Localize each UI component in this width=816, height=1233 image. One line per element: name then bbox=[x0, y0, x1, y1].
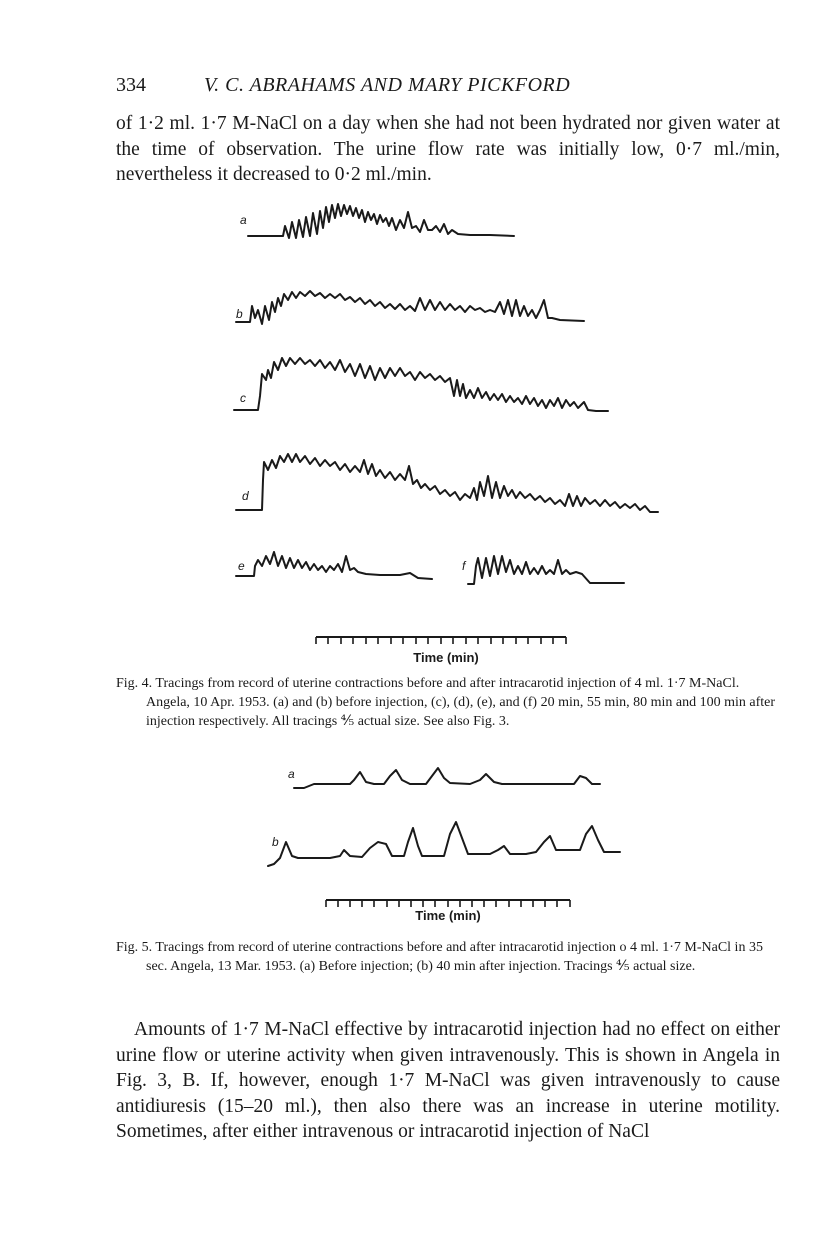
fig5-trace-a bbox=[294, 768, 600, 788]
fig5-time-ticks bbox=[326, 900, 570, 907]
fig4-trace-label-f: f bbox=[462, 559, 466, 573]
fig4-trace-d bbox=[236, 454, 658, 512]
fig4-trace-label-d: d bbox=[242, 489, 249, 503]
fig5-time-label: Time (min) bbox=[415, 908, 481, 923]
fig4-trace-c bbox=[234, 358, 608, 411]
fig5-caption bbox=[116, 938, 780, 976]
page-number: 334 bbox=[116, 74, 146, 96]
fig5-trace-label-b: b bbox=[272, 835, 279, 849]
fig4-trace-label-c: c bbox=[240, 391, 246, 405]
fig4-trace-b bbox=[236, 291, 584, 324]
fig4-time-label: Time (min) bbox=[413, 650, 479, 665]
figure-4 bbox=[234, 204, 658, 665]
fig4-trace-e bbox=[236, 552, 432, 579]
figure-5 bbox=[268, 767, 620, 923]
fig4-caption-text: Fig. 4. Tracings from record of uterine contractions before and after intracarotid injection of 4 ml. 1·7 M-NaCl. Angela, 10 Apr. 1953. (a) and (b) before injection, (c), (d), (e), and (f) 20 min, 55 min, 80 min and 100 min after injection respectively. All tracings ⅘ actual size. See also Fig. 3. bbox=[116, 676, 776, 729]
fig4-trace-a bbox=[248, 204, 514, 238]
fig4-trace-label-b: b bbox=[236, 307, 243, 321]
fig5-trace-label-a: a bbox=[288, 767, 295, 781]
fig4-time-ticks bbox=[316, 637, 566, 644]
fig5-trace-b bbox=[268, 822, 620, 866]
fig4-trace-f bbox=[468, 556, 624, 584]
paragraph-top: of 1·2 ml. 1·7 M-NaCl on a day when she had not been hydrated nor given water at the time of observation. The urine flow rate was initially low, 0·7 ml./min, nevertheless it decreased to 0·2 ml./min. bbox=[116, 113, 780, 185]
fig4-trace-label-e: e bbox=[238, 559, 245, 573]
fig4-trace-label-a: a bbox=[240, 213, 247, 227]
paragraph-bottom: Amounts of 1·7 M-NaCl effective by intracarotid injection had no effect on either urine flow or uterine activity when given intravenously. This is shown in Angela in Fig. 3, B. If, however, enough 1·7 M-NaCl was given intravenously to cause antidiuresis (15–20 ml.), then also there was an increase in uterine motility. Sometimes, after either intravenous or intracarotid injection of NaCl bbox=[116, 1019, 780, 1142]
running-title: V. C. ABRAHAMS AND MARY PICKFORD bbox=[204, 74, 571, 96]
fig4-caption bbox=[116, 674, 780, 731]
fig5-caption-text: Fig. 5. Tracings from record of uterine contractions before and after intracarotid injection o 4 ml. 1·7 M-NaCl in 35 sec. Angela, 13 Mar. 1953. (a) Before injection; (b) 40 min after injection. Tracings ⅘ actual size. bbox=[116, 940, 763, 974]
